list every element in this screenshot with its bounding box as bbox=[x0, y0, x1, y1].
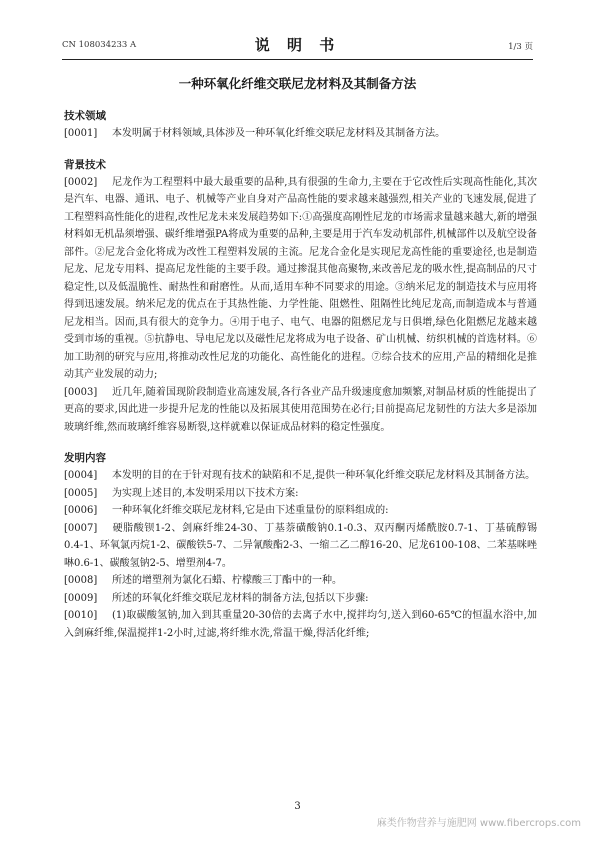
site-watermark: 麻类作物营养与施肥网 www.fibercrops.com bbox=[376, 818, 581, 829]
paragraph-0010 bbox=[64, 607, 537, 642]
paragraph-number: [0002] bbox=[64, 176, 98, 188]
paragraph-number: [0008] bbox=[64, 575, 98, 586]
page-number: 3 bbox=[294, 801, 301, 812]
section-heading-invention: 发明内容 bbox=[64, 452, 106, 464]
paragraph-number: [0006] bbox=[64, 505, 98, 516]
paragraph-number: [0009] bbox=[64, 592, 98, 604]
paragraph-text: 硬脂酸钡1-2、剑麻纤维24-30、丁基萘磺酸钠0.1-0.3、双丙酮丙烯酰胺0.7-1、丁基硫醇锡0.4-1、环氧氯丙烷1-2、碳酸铁5-7、二异氰酸酯2-3、一缩二乙二醇16-20、尼龙6100-108、二苯基咪唑啉0.6-1、碳酸氢钠2-5、增塑剂4-7。 bbox=[64, 522, 537, 569]
section-heading-background: 背景技术 bbox=[64, 158, 106, 171]
section-heading-field: 技术领域 bbox=[64, 110, 106, 122]
paragraph-text: 本发明属于材料领域,具体涉及一种环氧化纤维交联尼龙材料及其制备方法。 bbox=[112, 128, 446, 139]
document-type-heading: 说 明 书 bbox=[254, 36, 341, 54]
document-body bbox=[64, 108, 537, 642]
paragraph-number: [0005] bbox=[64, 487, 98, 499]
patent-number: CN 108034233 A bbox=[62, 40, 137, 50]
paragraph-number: [0004] bbox=[64, 470, 98, 481]
paragraph-text: 尼龙作为工程塑料中最大最重要的品种,具有很强的生命力,主要在于它改性后实现高性能化,其次是汽车、电器、通讯、电子、机械等产业自身对产品高性能的要求越来越强烈,相关产业的飞速发展,促进了工程塑料高性能化的进程,改性尼龙未来发展趋势如下:①高强度高刚性尼龙的市场需求量越来越大,新的增强材料如无机晶须增强、碳纤维增强PA将成为重要的品种,主要是用于汽车发动机部件,机械部件以及航空设备部件。②尼龙合金化将成为改性工程塑料发展的主流。尼龙合金化是实现尼龙高性能的重要途径,也是制造尼龙、尼龙专用料、提高尼龙性能的主要手段。通过掺混其他高聚物,来改善尼龙的吸水性,提高制品的尺寸稳定性,以及低温脆性、耐热性和耐磨性。从而,适用车种不同要求的用途。③纳米尼龙的制造技术与应用将得到迅速发展。纳米尼龙的优点在于其热性能、力学性能、阻燃性、阻隔性比纯尼龙高,而制造成本与普通尼龙相当。因而,具有很大的竞争力。④用于电子、电气、电器的阻燃尼龙与日俱增,绿色化阻燃尼龙越来越受到市场的重视。⑤抗静电、导电尼龙以及磁性尼龙将成为电子设备、矿山机械、纺织机械的首选材料。⑥加工助剂的研究与应用,将推动改性尼龙的功能化、高性能化的进程。⑦综合技术的应用,产品的精细化是推动其产业发展的动力; bbox=[64, 176, 537, 380]
paragraph-0006 bbox=[64, 502, 537, 520]
page-indicator: 1/3 页 bbox=[508, 42, 533, 52]
paragraph-0002 bbox=[64, 174, 537, 384]
paragraph-0009 bbox=[64, 590, 537, 608]
paragraph-0007 bbox=[64, 520, 537, 573]
paragraph-number: [0001] bbox=[64, 128, 98, 139]
paragraph-0008 bbox=[64, 572, 537, 590]
page-header bbox=[62, 34, 533, 56]
paragraph-number: [0010] bbox=[64, 610, 98, 621]
paragraph-0005 bbox=[64, 485, 537, 503]
paragraph-number: [0003] bbox=[64, 386, 98, 398]
paragraph-text: 近几年,随着国现阶段制造业高速发展,各行各业产品升级速度愈加频繁,对制品材质的性能提出了更高的要求,因此进一步提升尼龙的性能以及拓展其使用范围势在必行;目前提高尼龙韧性的方法大多是添加玻璃纤维,然而玻璃纤维容易断裂,这样就难以保证成品材料的稳定性强度。 bbox=[64, 386, 537, 433]
paragraph-text: 所述的环氧化纤维交联尼龙材料的制备方法,包括以下步骤: bbox=[112, 592, 369, 604]
paragraph-0003 bbox=[64, 384, 537, 437]
paragraph-0004 bbox=[64, 467, 537, 485]
paragraph-text: 所述的增塑剂为氯化石蜡、柠檬酸三丁酯中的一种。 bbox=[112, 575, 342, 586]
paragraph-text: 本发明的目的在于针对现有技术的缺陷和不足,提供一种环氧化纤维交联尼龙材料及其制备方法。 bbox=[112, 470, 536, 481]
paragraph-text: (1)取碳酸氢钠,加入到其重量20-30倍的去离子水中,搅拌均匀,送入到60-65℃的恒温水浴中,加入剑麻纤维,保温搅拌1-2小时,过滤,将纤维水洗,常温干燥,得活化纤维; bbox=[64, 610, 537, 639]
paragraph-text: 一种环氧化纤维交联尼龙材料,它是由下述重量份的原料组成的: bbox=[112, 505, 389, 516]
paragraph-0001 bbox=[64, 125, 537, 143]
header-divider bbox=[62, 59, 533, 60]
document-title: 一种环氧化纤维交联尼龙材料及其制备方法 bbox=[178, 76, 417, 91]
paragraph-number: [0007] bbox=[64, 522, 98, 534]
paragraph-text: 为实现上述目的,本发明采用以下技术方案: bbox=[112, 487, 299, 499]
